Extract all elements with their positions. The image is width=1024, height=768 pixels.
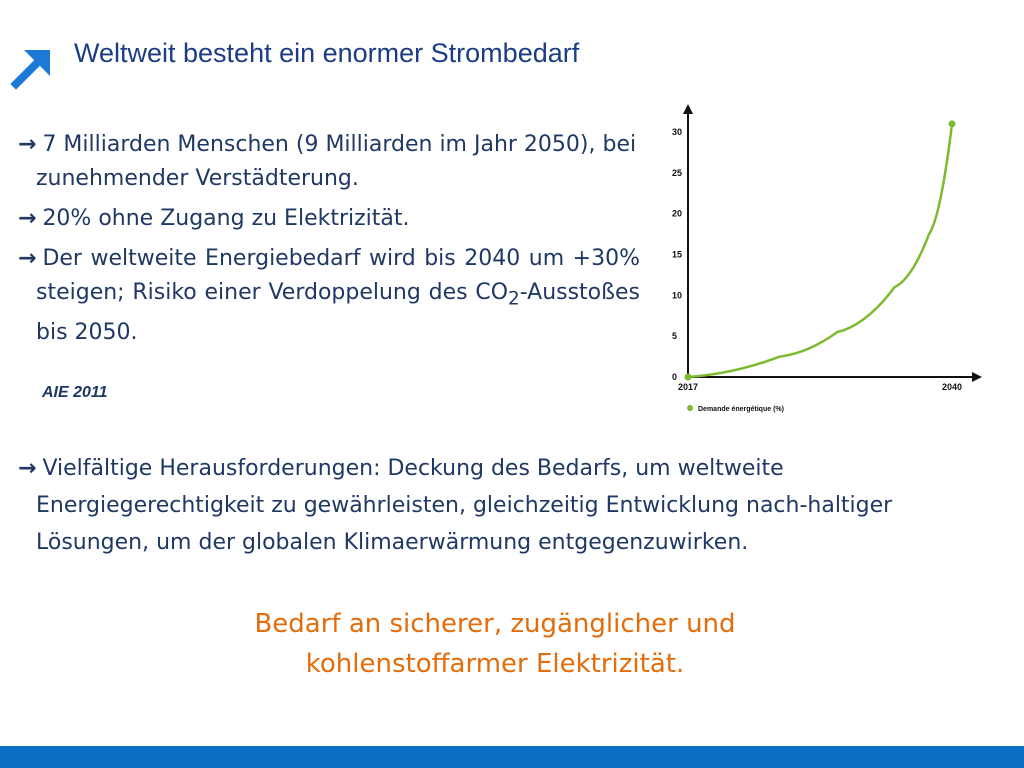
legend-marker (687, 405, 693, 411)
y-tick-label: 20 (672, 208, 683, 219)
logo-arrow-icon (8, 44, 56, 92)
energy-demand-chart (660, 92, 990, 422)
y-tick-label: 30 (672, 127, 683, 137)
y-tick-label: 10 (672, 290, 683, 301)
x-tick-label: 2040 (941, 382, 963, 392)
conclusion-line-1: Bedarf an sicherer, zugänglicher und (254, 609, 736, 639)
footer-bar (0, 746, 1024, 768)
bullet-energy-demand (18, 242, 640, 350)
bullet-population (18, 128, 640, 196)
y-tick-label: 15 (672, 249, 683, 260)
legend-label: Demande énergétique (%) (698, 406, 784, 413)
conclusion-text (200, 604, 790, 684)
bullet-text-end: -Ausstoßes bis 2050. (36, 280, 640, 346)
x-tick-label: 2017 (677, 382, 699, 392)
y-tick-label: 25 (672, 167, 683, 178)
y-tick-label: 0 (672, 372, 678, 382)
series-line-demand (688, 124, 952, 377)
conclusion-line-2: kohlenstoffarmer Elektrizität. (305, 649, 685, 679)
bullet-text: 7 Milliarden Menschen (9 Milliarden im Jahr 2050), bei zunehmender Verstädterung. (36, 132, 637, 191)
x-axis-arrow-icon (972, 372, 982, 382)
bullet-text: Der weltweite Energiebedarf wird bis 2040 um +30% steigen; Risiko einer Verdoppelung des CO (36, 246, 640, 305)
data-point-end (949, 120, 956, 127)
right-arrow-icon: → (18, 246, 37, 271)
y-tick-label: 5 (672, 331, 678, 342)
y-axis-arrow-icon (683, 104, 693, 114)
challenge-text: Vielfältige Herausforderungen: Deckung des Bedarfs, um weltweite Energiegerechtigkeit zu gewährleisten, gleichzeitig Entwicklung nach-haltiger Lösungen, um der globalen Klimaerwärmung entgegenzuwirken. (36, 456, 893, 555)
bullet-challenges (18, 450, 996, 561)
page-title: Weltweit besteht ein enormer Strombedarf (74, 38, 580, 68)
bullet-electricity-access (18, 202, 640, 236)
bullet-text: 20% ohne Zugang zu Elektrizität. (42, 206, 410, 231)
data-point-start (685, 374, 692, 381)
right-arrow-icon: → (18, 206, 37, 231)
right-arrow-icon: → (18, 132, 37, 157)
bullet-list (18, 128, 640, 356)
source-citation: AIE 2011 (42, 384, 108, 401)
right-arrow-icon: → (18, 456, 37, 481)
subscript-2: 2 (508, 288, 520, 310)
